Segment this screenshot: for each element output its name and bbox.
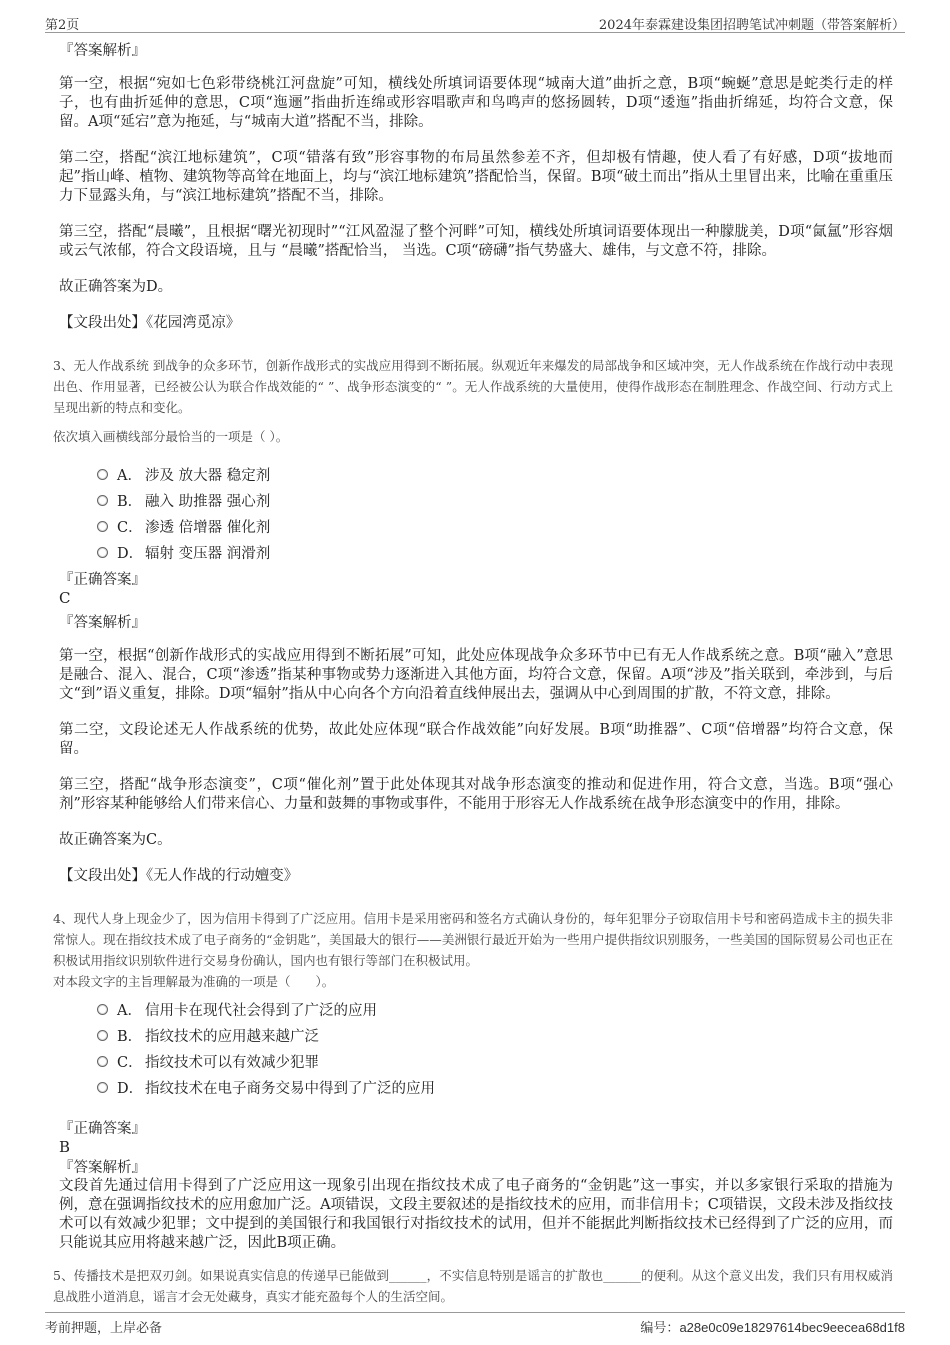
analysis-paragraph: 第二空，文段论述无人作战系统的优势，故此处应体现“联合作战效能”向好发展。B项“助推器”、C项“倍增器”均符合文意，保留。 <box>59 722 893 757</box>
analysis-paragraph: 第二空，搭配“滨江地标建筑”，C项“错落有致”形容事物的布局虽然参差不齐，但却极有情趣，使人看了有好感，D项“拔地而起”指山峰、植物、建筑物等高耸在地面上，均与“滨江地标建筑”搭配恰当，保留。B项“破土而出”指从土里冒出来，比喻在重重压力下显露头角，与“滨江地标建筑”搭配不当，排除。 <box>59 150 893 204</box>
option-b[interactable] <box>97 487 893 513</box>
option-a[interactable] <box>97 461 893 487</box>
document-title: 2024年泰霖建设集团招聘笔试冲刺题（带答案解析） <box>598 18 905 33</box>
analysis-paragraph: 文段首先通过信用卡得到了广泛应用这一现象引出现在指纹技术成了电子商务的“金钥匙”这一事实，并以多家银行采取的措施为例，意在强调指纹技术的应用愈加广泛。A项错误，文段主要叙述的是指纹技术的应用，而非信用卡；C项错误，文段未涉及指纹技术可以有效减少犯罪；文中提到的美国银行和我国银行对指纹技术的试用，但并不能据此判断指纹技术已经得到了广泛的应用，而只能说其应用将越来越广泛，因此B项正确。 <box>59 1178 893 1251</box>
radio-icon[interactable] <box>97 1056 108 1067</box>
option-text: 指纹技术可以有效减少犯罪 <box>145 1054 319 1071</box>
option-letter: C． <box>117 519 143 536</box>
code-label: 编号： <box>640 1321 680 1336</box>
option-c[interactable] <box>97 513 893 539</box>
code-value: a28e0c09e18297614bec9eecea68d1f8 <box>679 1320 905 1335</box>
document-code <box>640 1317 905 1336</box>
correct-answer-label: 『正确答案』 <box>59 1121 146 1137</box>
correct-answer-label: 『正确答案』 <box>59 572 146 588</box>
option-text: 涉及 放大器 稳定剂 <box>145 467 271 484</box>
radio-icon[interactable] <box>97 1030 108 1041</box>
analysis-label: 『答案解析』 <box>59 1160 146 1176</box>
option-text: 信用卡在现代社会得到了广泛的应用 <box>145 1002 377 1019</box>
option-letter: D． <box>117 1080 144 1097</box>
page-number: 第2页 <box>45 18 80 33</box>
analysis-paragraph: 第一空，根据“宛如七色彩带绕桃江河盘旋”可知，横线处所填词语要体现“城南大道”曲折之意，B项“蜿蜒”意思是蛇类行走的样子，也有曲折延伸的意思，C项“迤逦”指曲折连绵或形容唱歌声和鸟鸣声的悠扬圆转，D项“逶迤”指曲折绵延，均符合文意，保留。A项“延宕”意为拖延，与“城南大道”搭配不当，排除。 <box>59 76 893 130</box>
page-header <box>45 12 905 33</box>
option-group <box>97 996 893 1100</box>
analysis-label: 『答案解析』 <box>59 615 146 631</box>
option-letter: B． <box>117 493 143 510</box>
source-citation: 【文段出处】《花园湾觅凉》 <box>59 315 241 331</box>
question-prompt: 对本段文字的主旨理解最为准确的一项是（ ）。 <box>53 974 335 989</box>
analysis-paragraph: 第一空，根据“创新作战形式的实战应用得到不断拓展”可知，此处应体现战争众多环节中已有无人作战系统之意。B项“融入”意思是融合、混入、混合，C项“渗透”指某种事物或势力逐渐进入其他方面，均符合文意，保留。A项“涉及”指关联到，牵涉到，与后文“到”语义重复，排除。D项“辐射”指从中心向各个方向沿着直线伸展出去，强调从中心到周围的扩散，不符文意，排除。 <box>59 648 893 702</box>
option-text: 指纹技术在电子商务交易中得到了广泛的应用 <box>145 1080 435 1097</box>
option-a[interactable] <box>97 996 893 1022</box>
page-footer <box>45 1312 905 1336</box>
option-d[interactable] <box>97 1074 893 1100</box>
question-prompt: 依次填入画横线部分最恰当的一项是（ ）。 <box>53 429 289 444</box>
option-d[interactable] <box>97 539 893 565</box>
question-stem: 5、传播技术是把双刃剑。如果说真实信息的传递早已能做到______，不实信息特别是谣言的扩散也______的便利。从这个意义出发，我们只有用权威消息战胜小道消息，谣言才会无处藏身，真实才能充盈每个人的生活空间。 <box>53 1268 893 1304</box>
correct-answer: C <box>59 589 71 607</box>
option-group <box>97 461 893 565</box>
correct-answer: B <box>59 1138 71 1156</box>
footer-slogan: 考前押题，上岸必备 <box>45 1321 163 1336</box>
page-content <box>53 42 893 1315</box>
option-letter: B． <box>117 1028 143 1045</box>
analysis-paragraph: 第三空，搭配“晨曦”，且根据“曙光初现时”“江风盈湿了整个河畔”可知，横线处所填词语要体现出一种朦胧美，D项“氤氲”形容烟或云气浓郁，符合文段语境，且与 “晨曦”搭配恰当， 当选。C项“磅礴”指气势盛大、雄伟，与文意不符，排除。 <box>59 224 893 259</box>
question-stem: 4、现代人身上现金少了，因为信用卡得到了广泛应用。信用卡是采用密码和签名方式确认身份的，每年犯罪分子窃取信用卡号和密码造成卡主的损失非常惊人。现在指纹技术成了电子商务的“金钥匙”，美国最大的银行——美洲银行最近开始为一些用户提供指纹识别服务，一些美国的国际贸易公司也正在积极试用指纹识别软件进行交易身份确认，国内也有银行等部门在积极试用。 <box>53 911 893 968</box>
option-text: 辐射 变压器 润滑剂 <box>145 545 271 562</box>
option-letter: C． <box>117 1054 143 1071</box>
radio-icon[interactable] <box>97 521 108 532</box>
analysis-conclusion: 故正确答案为C。 <box>59 832 172 848</box>
option-text: 融入 助推器 强心剂 <box>145 493 271 510</box>
option-letter: A． <box>117 1002 142 1019</box>
radio-icon[interactable] <box>97 1082 108 1093</box>
analysis-label: 『答案解析』 <box>59 43 146 59</box>
question-stem: 3、无人作战系统 到战争的众多环节，创新作战形式的实战应用得到不断拓展。纵观近年来爆发的局部战争和区域冲突，无人作战系统在作战行动中表现出色、作用显著，已经被公认为联合作战效能的“ ”、战争形态演变的“ ”。无人作战系统的大量使用，使得作战形态在制胜理念、作战空间、行动方式上呈现出新的特点和变化。 <box>53 358 893 415</box>
radio-icon[interactable] <box>97 547 108 558</box>
radio-icon[interactable] <box>97 1004 108 1015</box>
option-letter: A． <box>117 467 142 484</box>
radio-icon[interactable] <box>97 469 108 480</box>
option-c[interactable] <box>97 1048 893 1074</box>
option-text: 指纹技术的应用越来越广泛 <box>145 1028 319 1045</box>
option-b[interactable] <box>97 1022 893 1048</box>
option-letter: D． <box>117 545 144 562</box>
radio-icon[interactable] <box>97 495 108 506</box>
option-text: 渗透 倍增器 催化剂 <box>145 519 271 536</box>
source-citation: 【文段出处】《无人作战的行动嬗变》 <box>59 868 299 884</box>
analysis-conclusion: 故正确答案为D。 <box>59 279 173 295</box>
analysis-paragraph: 第三空，搭配“战争形态演变”，C项“催化剂”置于此处体现其对战争形态演变的推动和促进作用，符合文意，当选。B项“强心剂”形容某种能够给人们带来信心、力量和鼓舞的事物或事件，不能用于形容无人作战系统在战争形态演变中的作用，排除。 <box>59 777 893 812</box>
